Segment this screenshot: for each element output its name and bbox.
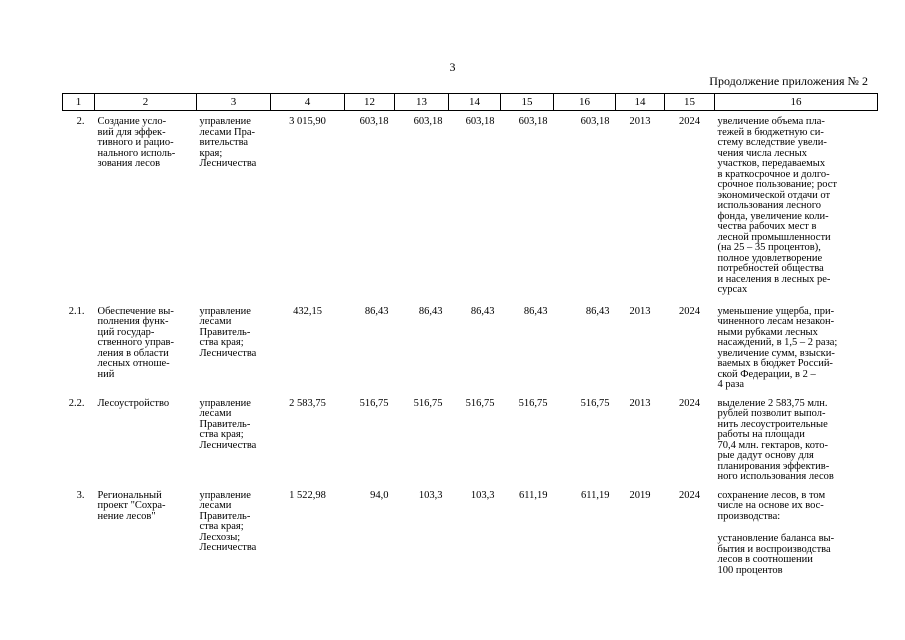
result-text: выделение 2 583,75 млн. рублей позволит выпол- нить лесоустроительные работы на площади 70,4 млн. гектаров, кото- рые дадут основу для планирования эффектив- ного использования лесов (717, 397, 834, 482)
total-amount: 3 015,90 (289, 116, 326, 127)
amount-cell: 603,18 (518, 116, 548, 127)
amount-cell: 603,18 (413, 116, 443, 127)
amount-cell: 516,75 (413, 397, 443, 409)
executor: управление лесами Пра- вительства края; Лесничества (199, 116, 257, 169)
amount-cell: 611,19 (519, 489, 548, 501)
program-table (62, 93, 878, 585)
amount-cell: 103,3 (470, 489, 495, 501)
page-number: 3 (449, 60, 456, 74)
result-text: сохранение лесов, в том числе на основе их вос- производства: (717, 489, 826, 522)
table-row (63, 485, 878, 585)
amount-cell: 516,75 (580, 397, 610, 409)
row-number: 2. (76, 116, 85, 127)
column-numbers-row (63, 94, 878, 111)
amount-cell: 86,43 (523, 305, 548, 317)
amount-cell: 86,43 (585, 305, 610, 317)
column-header: 16 (554, 94, 616, 111)
column-header: 14 (616, 94, 665, 111)
end-year: 2024 (679, 397, 700, 409)
total-amount: 1 522,98 (289, 489, 326, 501)
start-year: 2019 (629, 489, 651, 501)
table-row (63, 393, 878, 485)
start-year: 2013 (629, 116, 651, 127)
amount-cell: 86,43 (470, 305, 495, 317)
total-amount: 432,15 (293, 305, 322, 317)
result-text: уменьшение ущерба, при- чиненного лесам незакон- ными рубками лесных насаждений, в 1,5 – 2 раза; увеличение сумм, взыски- ваемых в бюджет Россий- ской Федерации, в 2 – 4 раза (717, 305, 838, 390)
expected-result (715, 485, 878, 585)
end-year: 2024 (679, 489, 700, 501)
amount-cell: 603,18 (580, 116, 610, 127)
column-header: 15 (501, 94, 554, 111)
column-header: 16 (715, 94, 878, 111)
amount-cell: 516,75 (465, 397, 495, 409)
amount-cell: 86,43 (364, 305, 389, 317)
column-header: 13 (395, 94, 449, 111)
column-header: 4 (271, 94, 345, 111)
column-header: 15 (665, 94, 715, 111)
result-text-secondary: установление баланса вы- бытия и воспроизводства лесов в соотношении 100 процентов (717, 533, 835, 576)
end-year: 2024 (679, 305, 700, 317)
measure-name: Региональный проект "Сохра- нение лесов" (97, 489, 166, 522)
start-year: 2013 (629, 305, 651, 317)
amount-cell: 94,0 (370, 489, 389, 501)
row-number: 2.2. (68, 397, 85, 409)
amount-cell: 516,75 (518, 397, 548, 409)
amount-cell: 103,3 (418, 489, 443, 501)
amount-cell: 86,43 (418, 305, 443, 317)
total-amount: 2 583,75 (289, 397, 326, 409)
column-header: 1 (63, 94, 95, 111)
column-header: 14 (449, 94, 501, 111)
column-header: 2 (95, 94, 197, 111)
continuation-label: Продолжение приложения № 2 (709, 74, 868, 88)
amount-cell: 516,75 (359, 397, 389, 409)
column-header: 3 (197, 94, 271, 111)
row-number: 3. (76, 489, 85, 501)
expected-result (715, 393, 878, 485)
amount-cell: 611,19 (581, 489, 610, 501)
measure-name: Обеспечение вы- полнения функ- ций государ- ственного управ- ления в области лесных отноше- ний (97, 305, 174, 380)
row-number: 2.1. (68, 305, 85, 317)
table-row (63, 111, 878, 301)
column-header: 12 (345, 94, 395, 111)
executor: управление лесами Правитель- ства края; Лесничества (199, 305, 257, 359)
amount-cell: 603,18 (465, 116, 495, 127)
amount-cell: 603,18 (359, 116, 389, 127)
result-text: увеличение объема пла- тежей в бюджетную си- стему вследствие увели- чения числа лесных участков, передаваемых в краткосрочное и долго- срочное пользование; рост экономической отдачи от использования лесного фонда, увеличение коли- чества рабочих мест в лесной промышленности (на 25 – 35 процентов), полное удовлетворение потребностей общества и населения в лесных ре- сурсах (717, 116, 837, 295)
measure-name: Лесоустройство (97, 397, 170, 409)
start-year: 2013 (629, 397, 651, 409)
executor: управление лесами Правитель- ства края; Лесничества (199, 397, 257, 451)
end-year: 2024 (679, 116, 700, 127)
expected-result (715, 301, 878, 393)
measure-name: Создание усло- вий для эффек- тивного и рацио- нального исполь- зования лесов (97, 116, 176, 169)
expected-result (715, 111, 878, 301)
table-row (63, 301, 878, 393)
executor: управление лесами Правитель- ства края; Лесхозы; Лесничества (199, 489, 257, 553)
